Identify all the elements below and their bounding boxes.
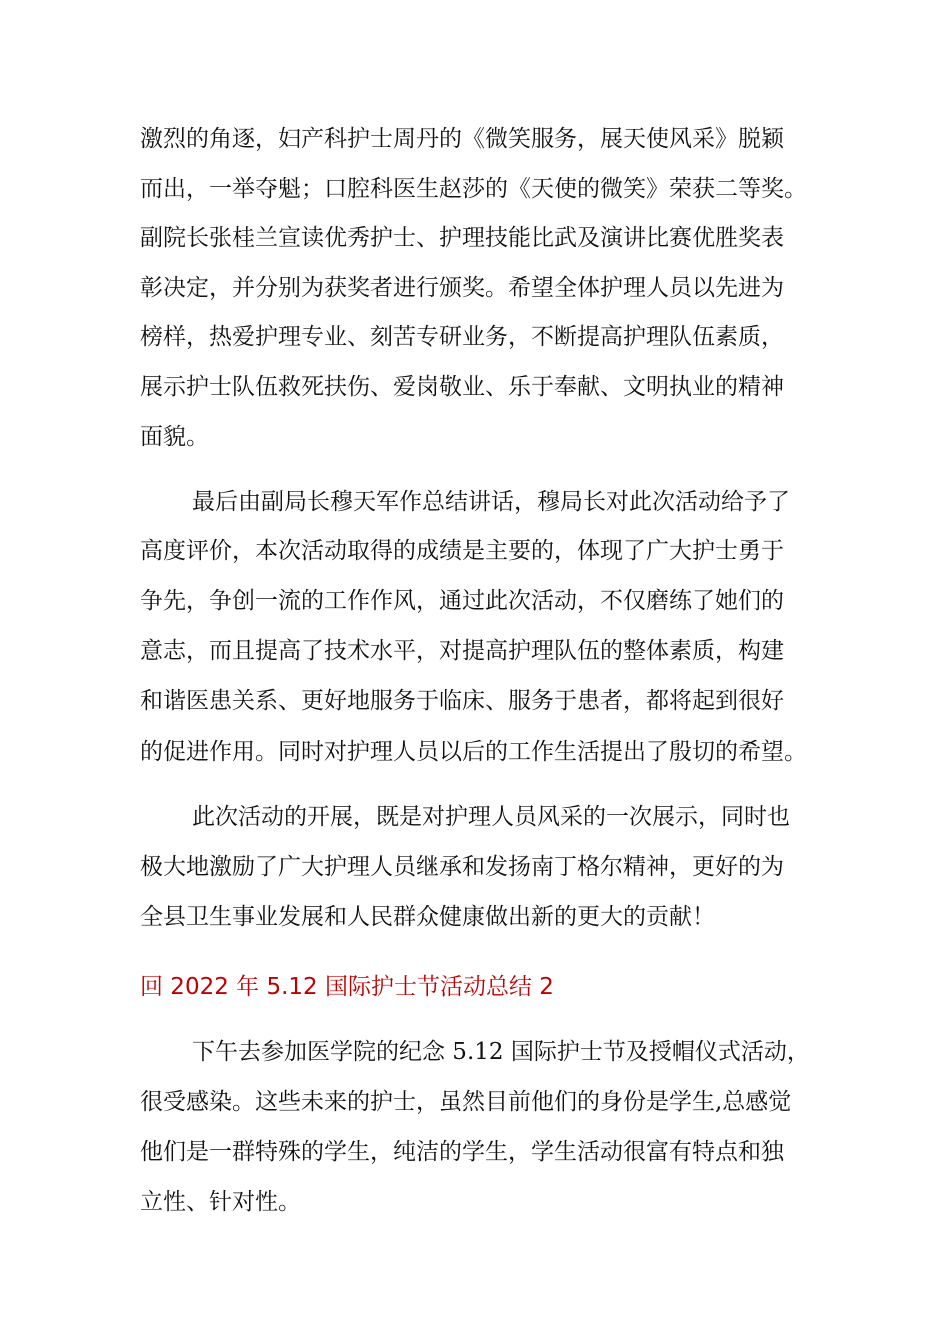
paragraph-line: 面貌。	[140, 424, 209, 450]
paragraph-line: 的促进作用。同时对护理人员以后的工作生活提出了殷切的希望。	[140, 739, 807, 765]
paragraph-line: 高度评价，本次活动取得的成绩是主要的，体现了广大护士勇于	[140, 538, 784, 564]
paragraph-line: 榜样，热爱护理专业、刻苦专研业务，不断提高护理队伍素质，	[140, 324, 784, 350]
section-heading: 回 2022 年 5.12 国际护士节活动总结 2	[140, 974, 554, 1000]
paragraph-line: 全县卫生事业发展和人民群众健康做出新的更大的贡献！	[140, 904, 715, 930]
paragraph-line: 极大地激励了广大护理人员继承和发扬南丁格尔精神，更好的为	[140, 854, 784, 880]
paragraph-line: 很受感染。这些未来的护士，虽然目前他们的身份是学生,总感觉	[140, 1089, 792, 1115]
paragraph-line: 而出，一举夺魁；口腔科医生赵莎的《天使的微笑》荣获二等奖。	[140, 176, 807, 202]
paragraph-line: 意志，而且提高了技术水平，对提高护理队伍的整体素质，构建	[140, 638, 784, 664]
paragraph-line: 争先，争创一流的工作作风，通过此次活动，不仅磨练了她们的	[140, 588, 784, 614]
paragraph-line: 此次活动的开展，既是对护理人员风采的一次展示，同时也	[192, 804, 790, 830]
paragraph-line: 他们是一群特殊的学生，纯洁的学生，学生活动很富有特点和独	[140, 1139, 784, 1165]
paragraph-line: 立性、针对性。	[140, 1189, 301, 1215]
paragraph-line: 激烈的角逐，妇产科护士周丹的《微笑服务，展天使风采》脱颖	[140, 126, 784, 152]
paragraph-line: 和谐医患关系、更好地服务于临床、服务于患者，都将起到很好	[140, 688, 784, 714]
paragraph-line: 展示护士队伍救死扶伤、爱岗敬业、乐于奉献、文明执业的精神	[140, 374, 784, 400]
paragraph-line: 下午去参加医学院的纪念 5.12 国际护士节及授帽仪式活动，	[192, 1039, 810, 1065]
paragraph-line: 最后由副局长穆天军作总结讲话，穆局长对此次活动给予了	[192, 489, 790, 515]
paragraph-line: 彰决定，并分别为获奖者进行颁奖。希望全体护理人员以先进为	[140, 275, 784, 301]
paragraph-line: 副院长张桂兰宣读优秀护士、护理技能比武及演讲比赛优胜奖表	[140, 225, 784, 251]
